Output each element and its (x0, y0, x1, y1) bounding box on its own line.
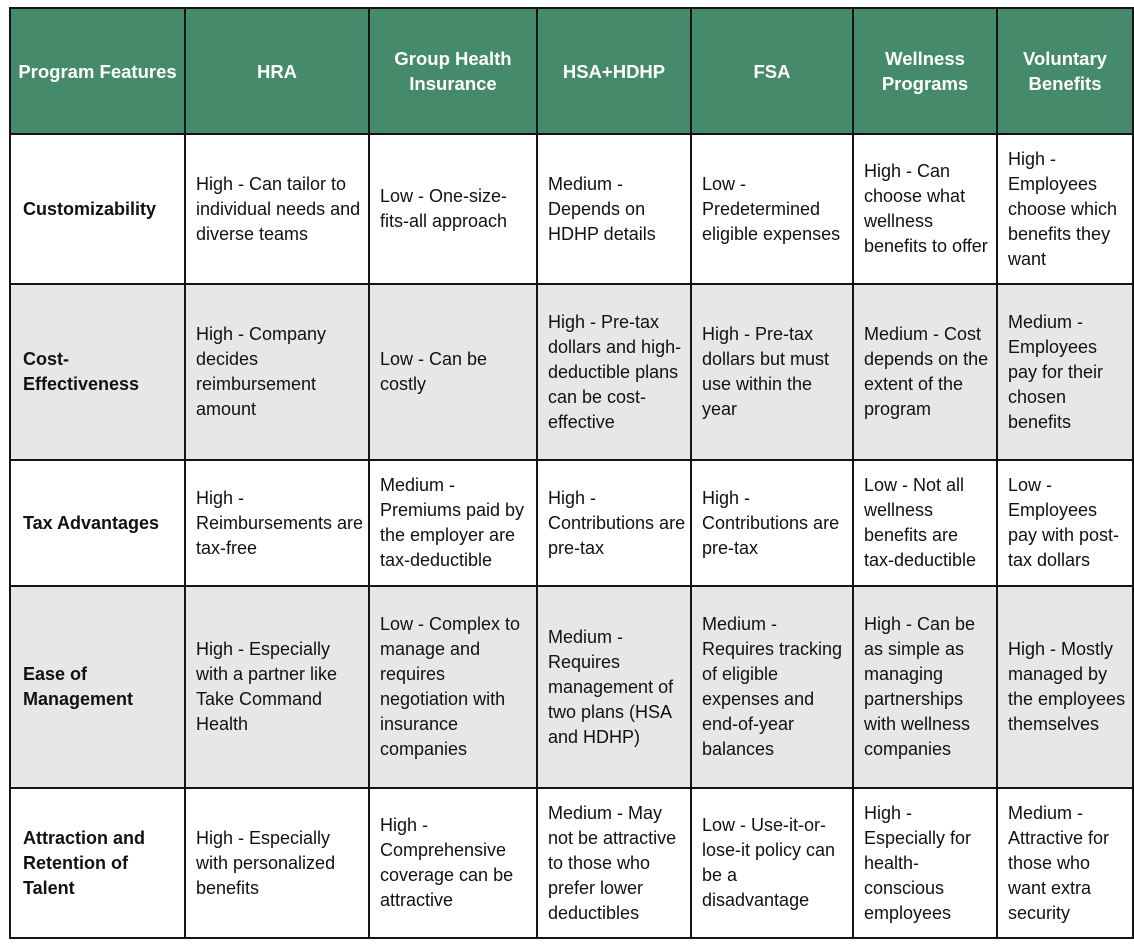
cell-fsa: Low - Predetermined eligible expenses (691, 134, 853, 284)
benefits-comparison-table (9, 7, 1134, 939)
cell-group-health-insurance: High - Comprehensive coverage can be attractive (369, 788, 537, 938)
cell-hra: High - Especially with personalized benefits (185, 788, 369, 938)
row-feature-label: Attraction and Retention of Talent (10, 788, 185, 938)
cell-hsa-hdhp: Medium - May not be attractive to those who prefer lower deductibles (537, 788, 691, 938)
cell-hra: High - Reimbursements are tax-free (185, 460, 369, 586)
cell-wellness-programs: Medium - Cost depends on the extent of the program (853, 284, 997, 460)
table-row-ease-of-management (10, 586, 1133, 788)
cell-wellness-programs: High - Can choose what wellness benefits to offer (853, 134, 997, 284)
table-row-attraction-retention (10, 788, 1133, 938)
cell-group-health-insurance: Low - One-size-fits-all approach (369, 134, 537, 284)
header-hra: HRA (185, 8, 369, 134)
row-feature-label: Cost-Effectiveness (10, 284, 185, 460)
header-wellness-programs: Wellness Programs (853, 8, 997, 134)
cell-voluntary-benefits: Low - Employees pay with post-tax dollars (997, 460, 1133, 586)
cell-group-health-insurance: Medium - Premiums paid by the employer are tax-deductible (369, 460, 537, 586)
cell-fsa: Low - Use-it-or-lose-it policy can be a disadvantage (691, 788, 853, 938)
cell-wellness-programs: High - Can be as simple as managing partnerships with wellness companies (853, 586, 997, 788)
cell-voluntary-benefits: High - Employees choose which benefits they want (997, 134, 1133, 284)
header-program-features: Program Features (10, 8, 185, 134)
cell-group-health-insurance: Low - Can be costly (369, 284, 537, 460)
header-row (10, 8, 1133, 134)
cell-voluntary-benefits: High - Mostly managed by the employees themselves (997, 586, 1133, 788)
cell-hsa-hdhp: Medium - Requires management of two plans (HSA and HDHP) (537, 586, 691, 788)
row-feature-label: Ease of Management (10, 586, 185, 788)
cell-voluntary-benefits: Medium - Attractive for those who want extra security (997, 788, 1133, 938)
table-row-tax-advantages (10, 460, 1133, 586)
cell-wellness-programs: Low - Not all wellness benefits are tax-deductible (853, 460, 997, 586)
row-feature-label: Tax Advantages (10, 460, 185, 586)
cell-voluntary-benefits: Medium - Employees pay for their chosen benefits (997, 284, 1133, 460)
header-group-health-insurance: Group Health Insurance (369, 8, 537, 134)
header-voluntary-benefits: Voluntary Benefits (997, 8, 1133, 134)
table-row-customizability (10, 134, 1133, 284)
cell-hra: High - Especially with a partner like Take Command Health (185, 586, 369, 788)
header-hsa-hdhp: HSA+HDHP (537, 8, 691, 134)
cell-group-health-insurance: Low - Complex to manage and requires negotiation with insurance companies (369, 586, 537, 788)
cell-wellness-programs: High - Especially for health-conscious employees (853, 788, 997, 938)
row-feature-label: Customizability (10, 134, 185, 284)
cell-hra: High - Company decides reimbursement amount (185, 284, 369, 460)
cell-fsa: High - Pre-tax dollars but must use within the year (691, 284, 853, 460)
cell-hsa-hdhp: High - Pre-tax dollars and high-deductible plans can be cost-effective (537, 284, 691, 460)
cell-hsa-hdhp: Medium - Depends on HDHP details (537, 134, 691, 284)
cell-hsa-hdhp: High - Contributions are pre-tax (537, 460, 691, 586)
header-fsa: FSA (691, 8, 853, 134)
cell-fsa: High - Contributions are pre-tax (691, 460, 853, 586)
cell-fsa: Medium - Requires tracking of eligible expenses and end-of-year balances (691, 586, 853, 788)
cell-hra: High - Can tailor to individual needs and diverse teams (185, 134, 369, 284)
table-row-cost-effectiveness (10, 284, 1133, 460)
